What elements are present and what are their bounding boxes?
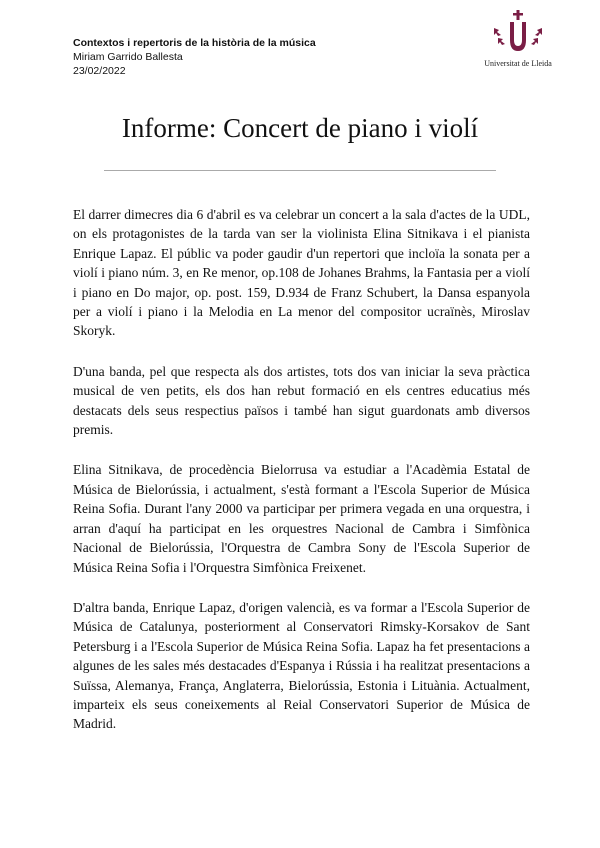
author-name: Miriam Garrido Ballesta	[73, 51, 183, 63]
paragraph: Elina Sitnikava, de procedència Bielorrusa va estudiar a l'Acadèmia Estatal de Música de Bielorússia, i actualment, s'està formant a l'Escola Superior de Música Reina Sofia. Durant l'any 2000 va participar per primera vegada en una orquestra, i arran d'aquí ha participat en les orquestres Nacional de Cambra i Simfònica Nacional de Bielorússia, l'Orquestra de Cambra Sony de l'Escola Superior de Música Reina Sofia i l'Orquestra Simfònica Freixenet.	[73, 462, 530, 575]
page-title: Informe: Concert de piano i violí	[121, 113, 479, 143]
course-name: Contextos i repertoris de la història de la música	[73, 37, 316, 49]
paragraph: D'altra banda, Enrique Lapaz, d'origen valencià, es va formar a l'Escola Superior de Música de Catalunya, posteriorment al Conservatori Rimsky-Korsakov de Sant Petersburg i a l'Escola Superior de Música Reina Sofia. Lapaz ha fet presentacions a algunes de les sales més destacades d'Espanya i Rússia i ha realitzat presentacions a Suïssa, Alemanya, França, Anglaterra, Bielorússia, Estonia i Lituània. Actualment, imparteix els seus coneixements al Reial Conservatori Superior de Música de Madrid.	[73, 599, 530, 732]
title-divider	[104, 170, 496, 171]
document-date: 23/02/2022	[73, 65, 126, 77]
university-logo	[478, 8, 558, 72]
report-body	[73, 205, 530, 755]
paragraph: El darrer dimecres dia 6 d'abril es va celebrar un concert a la sala d'actes de la UDL, on els protagonistes de la tarda van ser la violinista Elina Sitnikava i el pianista Enrique Lapaz. El públic va poder gaudir d'un repertori que incloïa la sonata per a violí i piano núm. 3, en Re menor, op.108 de Johanes Brahms, la Fantasia per a violí i piano en Do major, op. post. 159, D.934 de Franz Schubert, la Dansa espanyola per a violí i piano i la Melodia en La menor del compositor ucraïnès, Miroslav Skoryk.	[73, 207, 530, 339]
paragraph: D'una banda, pel que respecta als dos artistes, tots dos van iniciar la seva pràctica musical de ven petits, els dos han rebut formació en els centres educatius més destacats dels seus respectius països i també han sigut guardonats amb diversos premis.	[73, 363, 530, 438]
logo-text: Universitat de Lleida	[484, 59, 552, 68]
udl-emblem-icon	[488, 8, 548, 58]
document-header	[73, 36, 316, 78]
